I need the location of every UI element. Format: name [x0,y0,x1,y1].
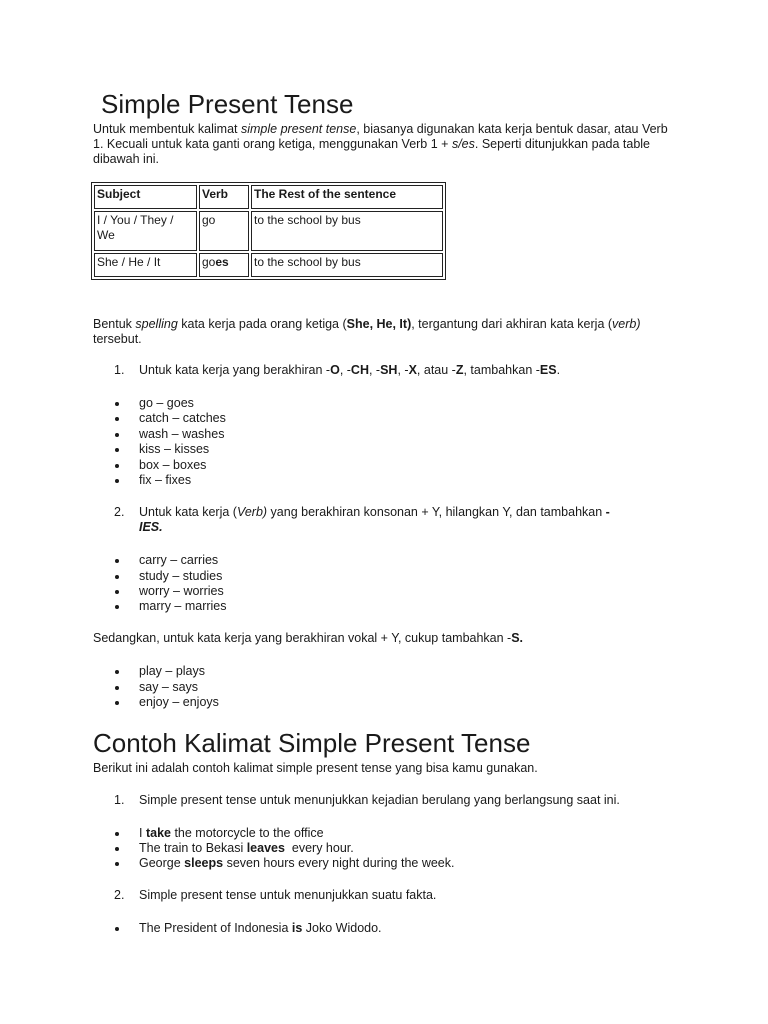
bullet-icon [115,605,119,609]
list-item: kiss – kisses [139,442,209,457]
section-title: Contoh Kalimat Simple Present Tense [93,728,531,758]
bullet-icon [115,927,119,931]
table-row [94,211,443,251]
verb-table [91,182,446,280]
bullet-icon [115,686,119,690]
table-cell-subject: I / You / They / We [94,211,197,251]
list-item: worry – worries [139,584,224,599]
spelling-paragraph: Bentuk spelling kata kerja pada orang ketiga (She, He, It), tergantung dari akhiran kata kerja (verb) tersebut. [93,317,641,346]
example-heading: Simple present tense untuk menunjukkan suatu fakta. [139,888,437,902]
intro-paragraph: Untuk membentuk kalimat simple present tense, biasanya digunakan kata kerja bentuk dasar, atau Verb 1. Kecuali untuk kata ganti orang ketiga, menggunakan Verb 1 + s/es. Seperti ditunjukkan pada table dibawah ini. [93,122,668,166]
example-sentence: George sleeps seven hours every night during the week. [139,856,454,871]
table-row [94,253,443,277]
list-item: fix – fixes [139,473,191,488]
table-cell-rest: to the school by bus [251,211,443,251]
rule-1-text: Untuk kata kerja yang berakhiran -O, -CH, -SH, -X, atau -Z, tambahkan -ES. [139,363,561,377]
table-cell-verb: go [199,211,249,251]
example-heading: Simple present tense untuk menunjukkan kejadian berulang yang berlangsung saat ini. [139,793,620,807]
list-item: marry – marries [139,599,227,614]
list-number: 2. [114,888,125,902]
table-cell-verb: goes [199,253,249,277]
list-number: 2. [114,505,125,519]
list-item: go – goes [139,396,194,411]
bullet-icon [115,670,119,674]
example-sentence: The train to Bekasi leaves every hour. [139,841,354,856]
example-sentence: The President of Indonesia is Joko Widodo. [139,921,382,936]
bullet-icon [115,701,119,705]
bullet-icon [115,590,119,594]
table-cell-subject: She / He / It [94,253,197,277]
bullet-icon [115,433,119,437]
list-item: carry – carries [139,553,218,568]
bullet-icon [115,862,119,866]
list-item: study – studies [139,569,222,584]
bullet-icon [115,847,119,851]
bullet-icon [115,832,119,836]
table-header-row [94,185,443,209]
bullet-icon [115,402,119,406]
bullet-icon [115,575,119,579]
vowel-paragraph: Sedangkan, untuk kata kerja yang berakhiran vokal + Y, cukup tambahkan -S. [93,631,524,645]
section-title: Simple Present Tense [101,89,354,119]
table-cell-rest: to the school by bus [251,253,443,277]
list-item: wash – washes [139,427,224,442]
list-number: 1. [114,363,125,377]
bullet-icon [115,464,119,468]
bullet-icon [115,559,119,563]
section-2-intro: Berikut ini adalah contoh kalimat simple present tense yang bisa kamu gunakan. [93,761,538,775]
list-number: 1. [114,793,125,807]
list-item: say – says [139,680,198,695]
bullet-icon [115,448,119,452]
bullet-icon [115,479,119,483]
rule-2-text: Untuk kata kerja (Verb) yang berakhiran konsonan + Y, hilangkan Y, dan tambahkan - IES. [139,505,610,534]
list-item: catch – catches [139,411,226,426]
table-header-verb: Verb [199,185,249,209]
table-header-rest: The Rest of the sentence [251,185,443,209]
list-item: box – boxes [139,458,206,473]
list-item: play – plays [139,664,205,679]
list-item: enjoy – enjoys [139,695,219,710]
bullet-icon [115,417,119,421]
example-sentence: I take the motorcycle to the office [139,826,324,841]
table-header-subject: Subject [94,185,197,209]
